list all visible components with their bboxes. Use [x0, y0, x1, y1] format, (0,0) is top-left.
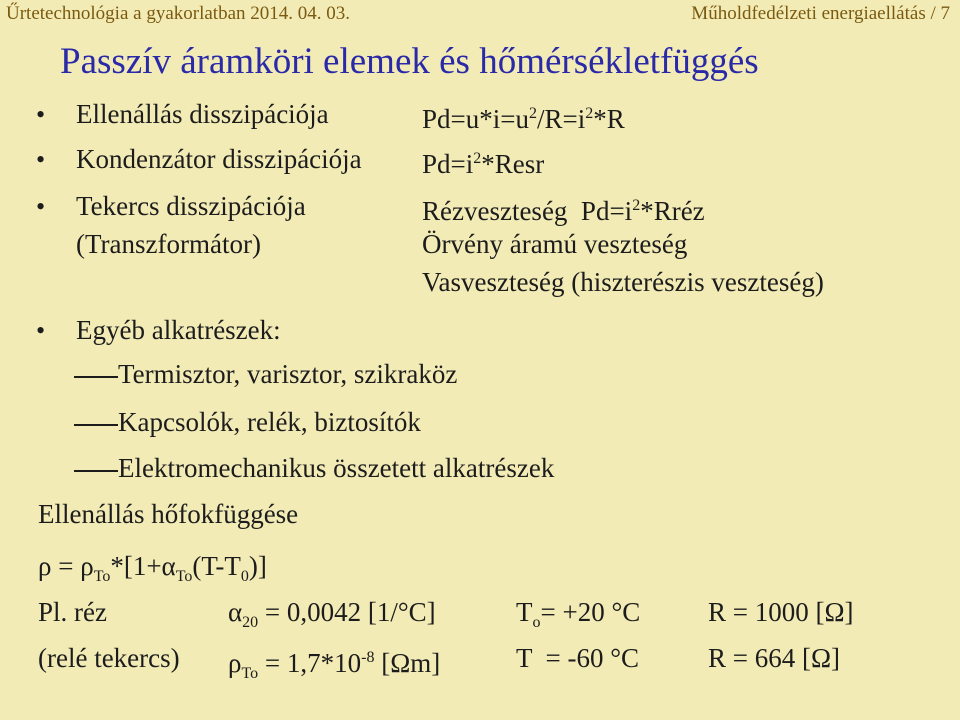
- slide-title: Passzív áramköri elemek és hőmérsékletfüggés: [60, 41, 759, 82]
- capacitor-formula: [422, 143, 544, 180]
- r-value: R = 1000 [Ω]: [708, 597, 854, 627]
- section-heading: Ellenállás hőfokfüggése: [38, 499, 299, 529]
- bullet-other: [36, 314, 281, 347]
- formula-sub: To: [241, 665, 259, 682]
- formula-part: ρ: [228, 648, 242, 678]
- example-label: (relé tekercs): [38, 643, 180, 673]
- dash-marker: [74, 470, 118, 472]
- inductor-sublabel: (Transzformátor): [76, 229, 261, 259]
- sub-item: [74, 452, 554, 484]
- formula-part: Rézveszteség Pd=i: [422, 196, 633, 226]
- copper-loss: [422, 190, 705, 227]
- formula-sub: To: [93, 568, 111, 585]
- bullet-resistor: [36, 98, 329, 131]
- bullet-dot: •: [36, 192, 46, 221]
- dash-marker: [74, 424, 118, 426]
- bullet-dot: •: [36, 145, 46, 174]
- formula-part: (T-T: [192, 551, 241, 581]
- formula-sup: 2: [632, 197, 641, 214]
- sub-item-label: Kapcsolók, relék, biztosítók: [118, 407, 421, 437]
- bullet-label: Kondenzátor disszipációja: [76, 144, 362, 174]
- header-left: Űrtetechnológia a gyakorlatban 2014. 04. 03.: [6, 3, 351, 24]
- bullet-dot: •: [36, 100, 46, 129]
- header-right: Műholdfedélzeti energiaellátás / 7: [691, 3, 950, 24]
- formula-sub: 20: [242, 614, 259, 631]
- formula-part: ρ = ρ: [38, 551, 94, 581]
- bullet-label: Tekercs disszipációja: [76, 191, 306, 221]
- sub-item-label: Elektromechanikus összetett alkatrészek: [118, 453, 555, 483]
- bullet-label: Egyéb alkatrészek:: [76, 315, 281, 345]
- formula-sup: 2: [528, 105, 537, 122]
- formula-part: /R=i: [536, 104, 586, 134]
- bullet-capacitor: [36, 143, 362, 176]
- formula-sub: To: [175, 568, 193, 585]
- sub-item-label: Termisztor, varisztor, szikraköz: [118, 359, 458, 389]
- iron-loss: Vasveszteség (hiszterészis veszteség): [422, 267, 824, 297]
- t-value: [516, 596, 640, 639]
- formula-part: α: [228, 597, 243, 627]
- formula-part: = +20 °C: [540, 597, 641, 627]
- temperature-formula: [38, 550, 267, 593]
- r-value: R = 664 [Ω]: [708, 643, 841, 673]
- formula-part: = 1,7*10: [258, 648, 362, 678]
- formula-part: = 0,0042 [1/°C]: [258, 597, 436, 627]
- formula-sub: o: [532, 614, 541, 631]
- formula-part: *Rréz: [640, 196, 705, 226]
- formula-sup: -8: [361, 649, 375, 666]
- rho-value: [228, 642, 440, 690]
- formula-part: Pd=i: [422, 149, 474, 179]
- formula-part: Pd=u*i=u: [422, 104, 529, 134]
- formula-part: *R: [593, 104, 625, 134]
- example-label: Pl. réz: [38, 597, 107, 627]
- alpha-value: [228, 596, 436, 639]
- formula-sup: 2: [585, 105, 594, 122]
- bullet-dot: •: [36, 316, 46, 345]
- formula-part: T: [516, 597, 533, 627]
- dash-marker: [74, 376, 118, 378]
- bullet-inductor: [36, 190, 306, 223]
- formula-part: [Ωm]: [374, 648, 441, 678]
- formula-sup: 2: [473, 150, 482, 167]
- formula-part: )]: [248, 551, 267, 581]
- sub-item: [74, 406, 421, 438]
- formula-part: *[1+α: [110, 551, 176, 581]
- resistor-formula: [422, 98, 625, 135]
- eddy-loss: Örvény áramú veszteség: [422, 229, 688, 259]
- t-value: T = -60 °C: [516, 643, 640, 673]
- sub-item: [74, 358, 457, 390]
- formula-part: *Resr: [481, 149, 545, 179]
- formula-sub: 0: [240, 568, 249, 585]
- bullet-label: Ellenállás disszipációja: [76, 99, 329, 129]
